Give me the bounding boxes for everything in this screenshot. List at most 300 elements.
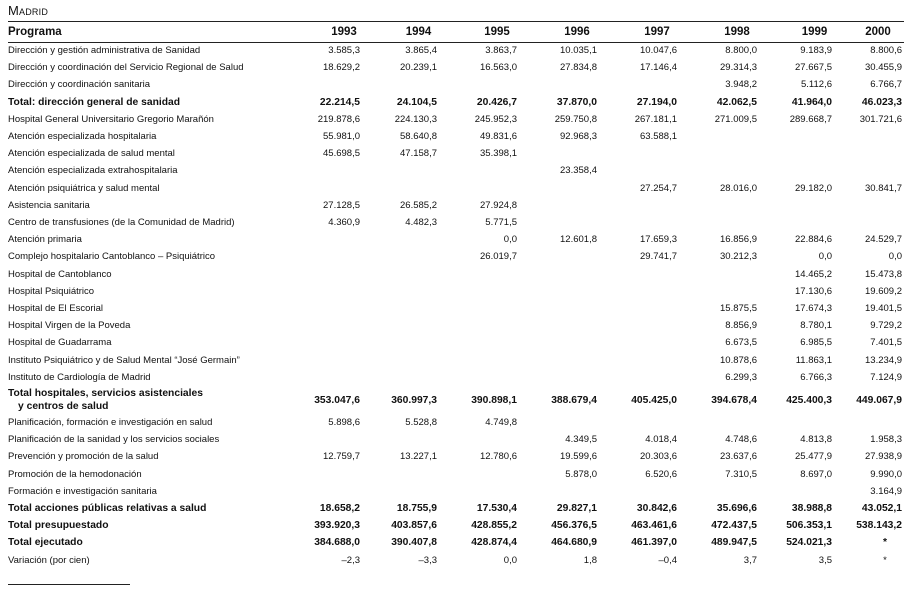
cell-value: 224.130,3 — [394, 113, 437, 125]
row-label-text: Dirección y gestión administrativa de Sanidad — [8, 45, 201, 56]
cell-value: 42.062,5 — [716, 96, 757, 108]
cell-value — [380, 431, 457, 448]
cell-value — [697, 197, 777, 214]
cell-value — [617, 300, 697, 317]
cell-value: 9.990,0 — [870, 468, 902, 480]
cell-value — [777, 128, 852, 145]
row-label-text: Dirección y coordinación sanitaria — [8, 79, 151, 91]
cell-value — [457, 180, 537, 197]
cell-value: 6.673,5 — [725, 337, 757, 349]
cell-value: 3.585,3 — [328, 45, 360, 56]
cell-value: 92.968,3 — [560, 131, 597, 143]
row-label — [8, 248, 308, 265]
cell-value: 3.948,2 — [725, 79, 757, 91]
cell-value: 6.985,5 — [800, 337, 832, 349]
table-row — [8, 448, 904, 465]
cell-value: 219.878,6 — [317, 113, 360, 125]
row-label-text: Hospital Virgen de la Poveda — [8, 320, 131, 332]
cell-value — [777, 483, 852, 500]
cell-value — [457, 317, 537, 334]
cell-value: 3,5 — [818, 554, 832, 566]
cell-value: 428.874,4 — [471, 537, 517, 549]
footnote-rule — [8, 584, 130, 585]
cell-value: 8.697,0 — [800, 468, 832, 480]
table-row — [8, 111, 904, 128]
table-row — [8, 369, 904, 386]
table-row — [8, 59, 904, 76]
row-label-text: Formación e investigación sanitaria — [8, 485, 157, 497]
table-row — [8, 248, 904, 265]
table-row — [8, 214, 904, 231]
cell-value: 0,0 — [503, 234, 517, 246]
table-row — [8, 42, 904, 59]
table-row — [8, 231, 904, 248]
cell-value: 55.981,0 — [323, 131, 360, 143]
cell-value: 12.780,6 — [480, 451, 517, 463]
cell-value: 6.299,3 — [725, 371, 757, 383]
cell-value — [777, 145, 852, 162]
cell-value — [308, 300, 380, 317]
cell-value — [617, 162, 697, 179]
table-row — [8, 300, 904, 317]
cell-value — [380, 317, 457, 334]
cell-value: 390.898,1 — [471, 394, 517, 406]
cell-value: –0,4 — [658, 554, 677, 566]
cell-value — [537, 266, 617, 283]
cell-value — [537, 214, 617, 231]
cell-value — [852, 145, 904, 162]
cell-value: 4.749,8 — [485, 417, 517, 429]
cell-value: 259.750,8 — [554, 113, 597, 125]
cell-value: 390.407,8 — [391, 537, 437, 549]
cell-value: 4.482,3 — [405, 217, 437, 229]
column-header: 2000 — [865, 26, 891, 38]
cell-value: 7.310,5 — [725, 468, 757, 480]
cell-value — [852, 197, 904, 214]
cell-value: 3,7 — [743, 554, 757, 566]
cell-value: 25.477,9 — [795, 451, 832, 463]
cell-value — [457, 431, 537, 448]
row-label-text: Promoción de la hemodonación — [8, 468, 142, 480]
cell-value — [617, 76, 697, 93]
cell-value: 289.668,7 — [789, 113, 832, 125]
cell-value: 6.766,7 — [870, 79, 902, 91]
row-label — [8, 534, 308, 551]
cell-value: 5.771,5 — [485, 217, 517, 229]
cell-value: 4.018,4 — [645, 434, 677, 446]
cell-value: 538.143,2 — [856, 520, 902, 532]
cell-value: 41.964,0 — [791, 96, 832, 108]
row-label-text: Dirección y coordinación del Servicio Regional de Salud — [8, 62, 244, 74]
row-label-text: Total: dirección general de sanidad — [8, 96, 181, 108]
cell-value: 13.227,1 — [400, 451, 437, 463]
cell-value: 4.349,5 — [565, 434, 597, 446]
cell-value: 19.599,6 — [560, 451, 597, 463]
cell-value: 245.952,3 — [474, 113, 517, 125]
row-label — [8, 94, 308, 111]
cell-value: 5.528,8 — [405, 417, 437, 429]
cell-value: 30.841,7 — [865, 182, 902, 194]
cell-value — [617, 197, 697, 214]
cell-value — [457, 466, 537, 483]
table-row — [8, 352, 904, 369]
cell-value: 4.360,9 — [328, 217, 360, 229]
cell-value: 17.146,4 — [640, 62, 677, 74]
cell-value: 26.019,7 — [480, 251, 517, 263]
row-label — [8, 162, 308, 179]
cell-value: 506.353,1 — [786, 520, 832, 532]
row-label — [8, 466, 308, 483]
cell-value — [380, 248, 457, 265]
cell-value: 464.680,9 — [551, 537, 597, 549]
cell-value — [777, 214, 852, 231]
cell-value — [537, 483, 617, 500]
row-label — [8, 517, 308, 534]
row-label-text: Asistencia sanitaria — [8, 199, 90, 211]
cell-value — [380, 369, 457, 386]
cell-value — [617, 414, 697, 431]
cell-value — [537, 283, 617, 300]
row-label-text: Instituto de Cardiología de Madrid — [8, 371, 151, 383]
row-label — [8, 111, 308, 128]
cell-value: 353.047,6 — [314, 394, 360, 406]
row-label — [8, 431, 308, 448]
cell-value: 28.016,0 — [720, 182, 757, 194]
table-row — [8, 552, 904, 569]
cell-value — [852, 128, 904, 145]
cell-value — [308, 431, 380, 448]
cell-value: 43.052,1 — [861, 503, 902, 515]
cell-value — [457, 300, 537, 317]
cell-value: 26.585,2 — [400, 199, 437, 211]
cell-value: 29.741,7 — [640, 251, 677, 263]
table-row — [8, 334, 904, 351]
cell-value: 16.856,9 — [720, 234, 757, 246]
cell-value: 393.920,3 — [314, 520, 360, 532]
row-label-text: Atención especializada extrahospitalaria — [8, 165, 178, 177]
column-header: 1997 — [644, 26, 670, 38]
cell-value — [308, 483, 380, 500]
cell-value: 29.827,1 — [556, 503, 597, 515]
cell-value — [617, 145, 697, 162]
cell-value: 22.214,5 — [319, 96, 360, 108]
cell-value: 22.884,6 — [795, 234, 832, 246]
cell-value — [308, 317, 380, 334]
table-row — [8, 466, 904, 483]
cell-value: 35.398,1 — [480, 148, 517, 160]
cell-value: 3.865,4 — [405, 45, 437, 56]
cell-value: 8.800,6 — [870, 45, 902, 56]
cell-value: 38.988,8 — [791, 503, 832, 515]
cell-value: 23.637,6 — [720, 451, 757, 463]
cell-value: 19.401,5 — [865, 303, 902, 315]
cell-value: 27.938,9 — [865, 451, 902, 463]
cell-value — [308, 180, 380, 197]
row-label-text: Hospital Psiquiátrico — [8, 285, 95, 297]
cell-value: 11.863,1 — [795, 354, 832, 366]
cell-value: 17.674,3 — [795, 303, 832, 315]
cell-value: 45.698,5 — [323, 148, 360, 160]
cell-value — [380, 466, 457, 483]
table-row — [8, 517, 904, 534]
cell-value — [380, 352, 457, 369]
cell-value: 10.878,6 — [720, 354, 757, 366]
row-label-text: Instituto Psiquiátrico y de Salud Mental “José Germain” — [8, 354, 240, 366]
row-label — [8, 483, 308, 500]
cell-value: 10.047,6 — [640, 45, 677, 56]
row-label — [8, 283, 308, 300]
table-row — [8, 180, 904, 197]
cell-value: 24.529,7 — [865, 234, 902, 246]
cell-value — [852, 414, 904, 431]
cell-value — [852, 214, 904, 231]
cell-value: 271.009,5 — [714, 113, 757, 125]
cell-value — [457, 76, 537, 93]
row-label-text: Variación (por cien) — [8, 554, 90, 566]
cell-value: 524.021,3 — [786, 537, 832, 549]
cell-value — [380, 334, 457, 351]
cell-value: 14.465,2 — [795, 268, 832, 280]
cell-value: 8.780,1 — [800, 320, 832, 332]
cell-value: 20.303,6 — [640, 451, 677, 463]
cell-value — [537, 248, 617, 265]
row-label-text: Centro de transfusiones (de la Comunidad de Madrid) — [8, 217, 235, 229]
row-label — [8, 214, 308, 231]
cell-value — [537, 180, 617, 197]
cell-value: 30.455,9 — [865, 62, 902, 74]
cell-value: 394.678,4 — [711, 394, 757, 406]
row-label — [8, 128, 308, 145]
row-label-text: Hospital de El Escorial — [8, 303, 104, 315]
row-label-text: Complejo hospitalario Cantoblanco – Psiquiátrico — [8, 251, 216, 263]
cell-value — [537, 197, 617, 214]
cell-value — [308, 76, 380, 93]
cell-value — [308, 352, 380, 369]
cell-value — [617, 317, 697, 334]
cell-value — [697, 214, 777, 231]
cell-value: 37.870,0 — [556, 96, 597, 108]
cell-value: 46.023,3 — [861, 96, 902, 108]
cell-value — [537, 334, 617, 351]
cell-value: 405.425,0 — [631, 394, 677, 406]
table-row — [8, 283, 904, 300]
cell-value — [537, 145, 617, 162]
cell-value: 16.563,0 — [480, 62, 517, 74]
cell-value: 7.124,9 — [870, 371, 902, 383]
cell-value: 6.520,6 — [645, 468, 677, 480]
cell-value: –3,3 — [418, 554, 437, 566]
budget-table — [8, 22, 904, 569]
row-label — [8, 317, 308, 334]
cell-value: 19.609,2 — [865, 285, 902, 297]
cell-value — [457, 352, 537, 369]
cell-value — [537, 369, 617, 386]
column-header: 1998 — [724, 26, 750, 38]
cell-value: 27.924,8 — [480, 199, 517, 211]
cell-value — [617, 266, 697, 283]
cell-value: 463.461,6 — [631, 520, 677, 532]
row-label — [8, 369, 308, 386]
cell-value: 15.875,5 — [720, 303, 757, 315]
cell-value: * — [883, 554, 887, 566]
cell-value — [380, 162, 457, 179]
cell-value — [308, 283, 380, 300]
row-label — [8, 197, 308, 214]
table-row — [8, 414, 904, 431]
table-row — [8, 94, 904, 111]
cell-value: 18.658,2 — [319, 503, 360, 515]
cell-value: 29.182,0 — [795, 182, 832, 194]
row-label — [8, 180, 308, 197]
cell-value — [537, 317, 617, 334]
cell-value — [777, 414, 852, 431]
cell-value — [308, 231, 380, 248]
cell-value: 17.659,3 — [640, 234, 677, 246]
table-row — [8, 266, 904, 283]
cell-value: 18.629,2 — [323, 62, 360, 74]
cell-value: 360.997,3 — [391, 394, 437, 406]
cell-value — [852, 162, 904, 179]
cell-value — [380, 300, 457, 317]
table-row — [8, 500, 904, 517]
row-label — [8, 59, 308, 76]
row-label-text: Planificación de la sanidad y los servicios sociales — [8, 434, 220, 446]
cell-value: 30.842,6 — [636, 503, 677, 515]
cell-value — [380, 231, 457, 248]
row-label — [8, 231, 308, 248]
table-row — [8, 317, 904, 334]
cell-value: 9.183,9 — [800, 45, 832, 56]
cell-value: 5.898,6 — [328, 417, 360, 429]
row-label-text: Total hospitales, servicios asistenciales — [8, 388, 203, 400]
row-label-text: Hospital General Universitario Gregorio Marañón — [8, 113, 214, 125]
cell-value: 23.358,4 — [560, 165, 597, 177]
cell-value: 4.748,6 — [725, 434, 757, 446]
cell-value — [777, 162, 852, 179]
row-label-text: Atención especializada hospitalaria — [8, 131, 157, 143]
cell-value — [537, 414, 617, 431]
cell-value: 3.863,7 — [485, 45, 517, 56]
cell-value: 13.234,9 — [865, 354, 902, 366]
row-label-text: Total ejecutado — [8, 537, 83, 549]
row-label-text-continued: y centros de salud — [18, 401, 109, 413]
table-body — [8, 42, 904, 569]
cell-value: 17.530,4 — [476, 503, 517, 515]
cell-value: 27.128,5 — [323, 199, 360, 211]
row-label — [8, 334, 308, 351]
cell-value: 24.104,5 — [396, 96, 437, 108]
cell-value: 403.857,6 — [391, 520, 437, 532]
row-label-text: Atención psiquiátrica y salud mental — [8, 182, 160, 194]
column-header: Programa — [8, 26, 62, 38]
cell-value — [617, 214, 697, 231]
cell-value — [308, 334, 380, 351]
table-row — [8, 386, 904, 414]
cell-value: 6.766,3 — [800, 371, 832, 383]
row-label — [8, 448, 308, 465]
cell-value: 472.437,5 — [711, 520, 757, 532]
cell-value: 12.759,7 — [323, 451, 360, 463]
cell-value: * — [882, 537, 887, 549]
row-label — [8, 552, 308, 569]
cell-value — [697, 266, 777, 283]
row-label — [8, 145, 308, 162]
cell-value — [308, 466, 380, 483]
row-label-text: Prevención y promoción de la salud — [8, 451, 159, 463]
cell-value: 7.401,5 — [870, 337, 902, 349]
cell-value — [537, 300, 617, 317]
row-label — [8, 352, 308, 369]
cell-value — [697, 414, 777, 431]
table-row — [8, 76, 904, 93]
table-row — [8, 483, 904, 500]
row-label-text: Planificación, formación e investigación en salud — [8, 417, 213, 429]
cell-value: 301.721,6 — [859, 113, 902, 125]
cell-value: 27.254,7 — [640, 182, 677, 194]
cell-value — [697, 483, 777, 500]
row-label — [8, 386, 308, 414]
cell-value — [380, 180, 457, 197]
cell-value: 8.856,9 — [725, 320, 757, 332]
cell-value: 17.130,6 — [795, 285, 832, 297]
row-label — [8, 42, 308, 59]
cell-value — [617, 369, 697, 386]
cell-value: 20.239,1 — [400, 62, 437, 74]
row-label-text: Total acciones públicas relativas a salud — [8, 503, 207, 515]
cell-value — [617, 283, 697, 300]
cell-value — [617, 334, 697, 351]
table-row — [8, 162, 904, 179]
cell-value: 428.855,2 — [471, 520, 517, 532]
cell-value: 449.067,9 — [856, 394, 902, 406]
cell-value: 49.831,6 — [480, 131, 517, 143]
table-row — [8, 431, 904, 448]
cell-value: 0,0 — [888, 251, 902, 263]
cell-value: 8.800,0 — [725, 45, 757, 56]
cell-value — [457, 334, 537, 351]
cell-value — [697, 283, 777, 300]
cell-value — [308, 248, 380, 265]
row-label-text: Hospital de Cantoblanco — [8, 268, 112, 280]
cell-value: 388.679,4 — [551, 394, 597, 406]
cell-value — [380, 76, 457, 93]
cell-value — [308, 162, 380, 179]
table-row — [8, 197, 904, 214]
row-label-text: Hospital de Guadarrama — [8, 337, 112, 349]
cell-value: 1.958,3 — [870, 434, 902, 446]
cell-value: 489.947,5 — [711, 537, 757, 549]
row-label — [8, 300, 308, 317]
row-label — [8, 76, 308, 93]
cell-value: 27.834,8 — [560, 62, 597, 74]
cell-value — [697, 145, 777, 162]
cell-value: 5.112,6 — [801, 79, 832, 91]
cell-value: 29.314,3 — [720, 62, 757, 74]
table-header-row — [8, 22, 904, 42]
cell-value — [537, 352, 617, 369]
cell-value: 3.164,9 — [870, 485, 902, 497]
cell-value: 4.813,8 — [800, 434, 832, 446]
cell-value: 30.212,3 — [720, 251, 757, 263]
column-header: 1999 — [801, 26, 828, 38]
cell-value — [308, 369, 380, 386]
cell-value: 58.640,8 — [400, 131, 437, 143]
row-label — [8, 266, 308, 283]
cell-value — [457, 266, 537, 283]
cell-value: 461.397,0 — [631, 537, 677, 549]
row-label — [8, 500, 308, 517]
cell-value: 35.696,6 — [716, 503, 757, 515]
